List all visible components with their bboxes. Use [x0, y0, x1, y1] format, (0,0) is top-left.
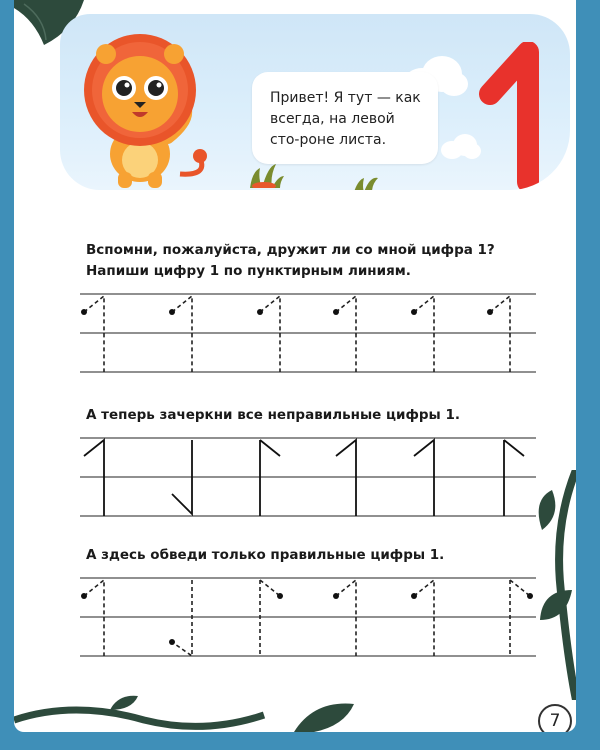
instruction-cross-out: А теперь зачеркни все неправильные цифры 1.: [86, 407, 460, 423]
tracing-exercise[interactable]: [80, 292, 536, 374]
grass-tuft-icon: [246, 162, 286, 188]
vine-decoration-bottom: [14, 690, 434, 732]
lion-character-illustration: [68, 26, 218, 190]
page-number: 7: [538, 704, 572, 732]
header-banner: [60, 14, 570, 190]
instruction-circle-correct: А здесь обведи только правильные цифры 1.: [86, 547, 445, 563]
cross-out-exercise[interactable]: [80, 436, 536, 518]
grass-tuft-icon: [350, 174, 382, 190]
speech-bubble: [252, 72, 438, 164]
circle-exercise[interactable]: [80, 576, 536, 658]
big-digit-one: [476, 42, 548, 190]
instruction-trace-digits: Вспомни, пожалуйста, дружит ли со мной цифра 1? Напиши цифру 1 по пунктирным линиям.: [86, 242, 495, 279]
workbook-page: [14, 0, 576, 732]
speech-text: Привет! Я тут — как всегда, на левой сто-роне листа.: [270, 90, 421, 148]
